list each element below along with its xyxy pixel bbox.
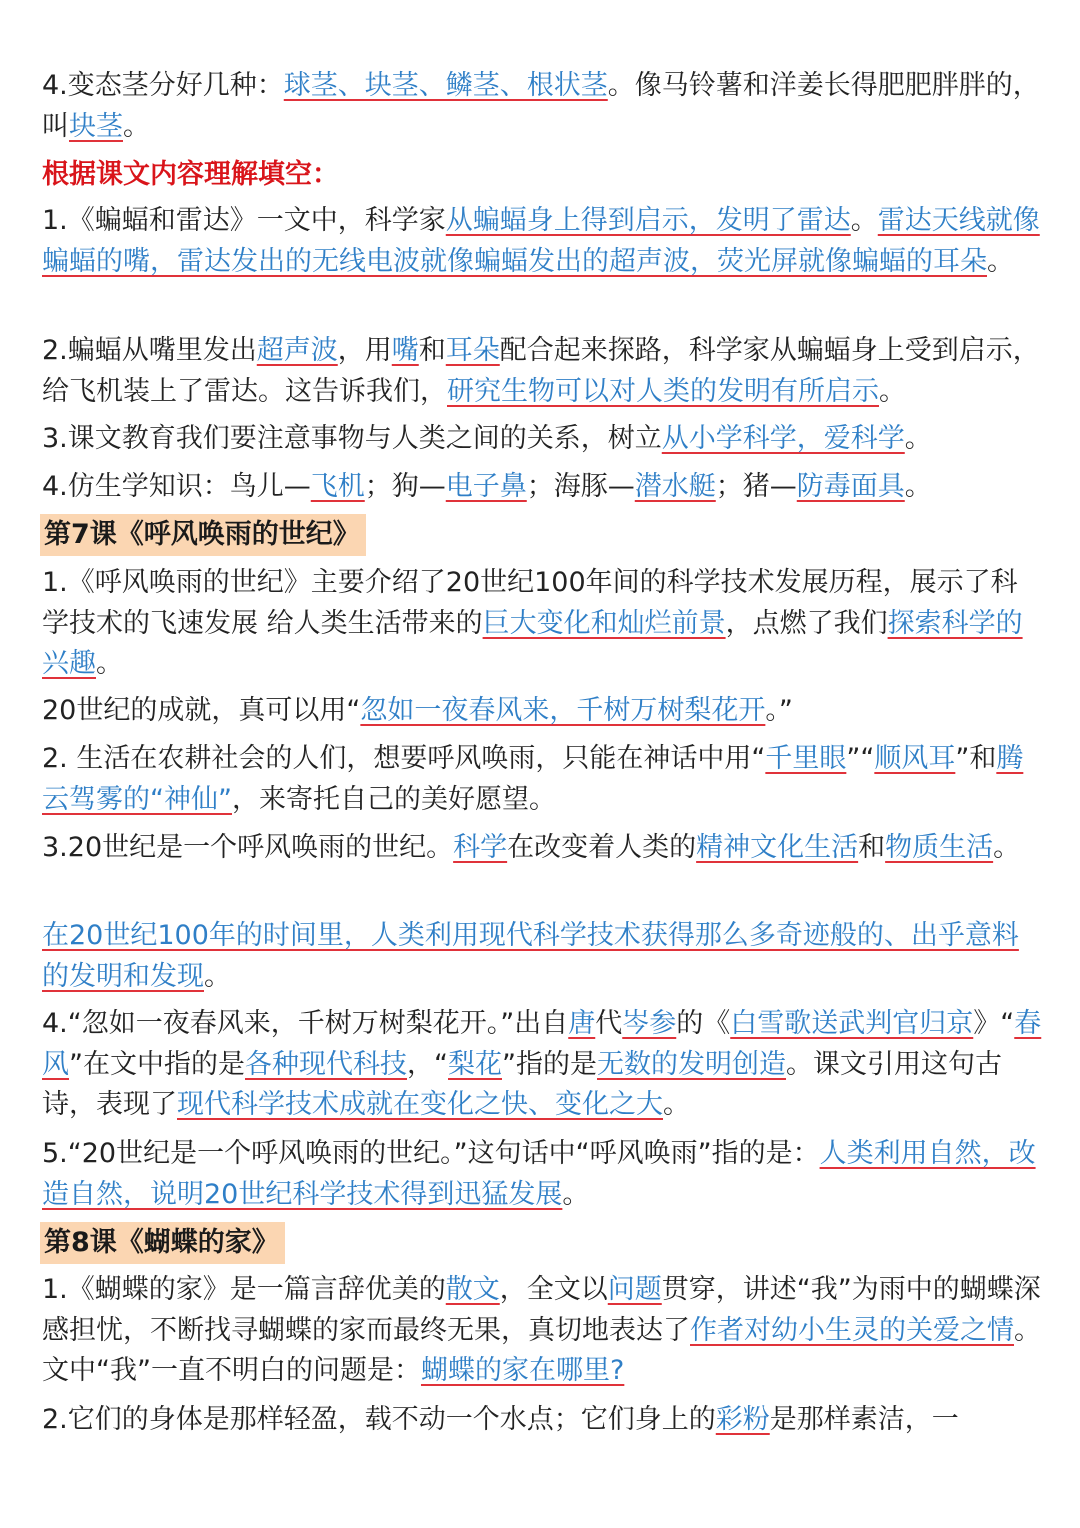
paragraph xyxy=(42,1134,1042,1215)
body-text: 3.20世纪是一个呼风唤雨的世纪。 xyxy=(42,832,454,863)
paragraph xyxy=(42,467,1042,508)
body-text: 。文中“我”一直不明白的问题是： xyxy=(42,1314,1041,1386)
body-text: ；狗— xyxy=(364,471,446,502)
answer-text: 在20世纪100年的时间里，人类利用现代科学技术获得那么多奇迹般的、出乎意料的发明和发现 xyxy=(42,920,1019,992)
body-text: 1.《蝴蝶的家》是一篇言辞优美的 xyxy=(42,1274,446,1305)
body-text: 。 xyxy=(663,1089,690,1120)
answer-text: 精神文化生活 xyxy=(696,832,859,863)
body-text: ，来寄托自己的美好愿望。 xyxy=(231,783,556,815)
body-text: 代 xyxy=(595,1008,623,1039)
answer-text: 梨花 xyxy=(448,1048,502,1080)
body-text: 贯穿，讲述“我”为雨中的蝴蝶深感担忧，不断找寻蝴蝶的家而最终无果，真切地表达了 xyxy=(42,1274,1041,1346)
answer-text: 顺风耳 xyxy=(874,743,956,774)
body-text: 。像马铃薯和洋姜长得肥肥胖胖的，叫 xyxy=(42,70,1040,142)
body-text: ”在文中指的是 xyxy=(69,1048,245,1080)
body-text: 。课文引用这句古诗，表现了 xyxy=(42,1048,1002,1120)
answer-text: 人类利用自然，改造自然，说明20世纪科学技术得到迅猛发展 xyxy=(42,1138,1036,1210)
body-text: 和 xyxy=(418,335,446,366)
body-text: ，“ xyxy=(407,1048,448,1080)
answer-text: 防毒面具 xyxy=(796,471,905,502)
body-text: 在改变着人类的 xyxy=(507,832,697,863)
answer-text: 散文 xyxy=(445,1274,500,1305)
answer-text: 各种现代科技 xyxy=(245,1048,407,1080)
answer-text: 球茎、块茎、鳞茎、根状茎 xyxy=(283,70,608,101)
body-text: 4.变态茎分好几种： xyxy=(42,70,284,101)
lesson-title: 第8课《蝴蝶的家》 xyxy=(40,1222,285,1264)
answer-text: 蝴蝶的家在哪里? xyxy=(420,1355,625,1386)
answer-text: 唐 xyxy=(568,1008,596,1039)
paragraph xyxy=(42,1004,1042,1126)
body-text: 。 xyxy=(993,832,1021,863)
body-text: 是那样素洁，一 xyxy=(769,1404,959,1435)
body-text: ；猪— xyxy=(715,471,797,502)
body-text: 的《 xyxy=(676,1008,731,1039)
paragraph xyxy=(42,916,1042,997)
body-text: ，全文以 xyxy=(499,1274,608,1305)
body-text: 配合起来探路，科学家从蝙蝠身上受到启示，给飞机装上了雷达。这告诉我们， xyxy=(42,335,1040,407)
body-text: 。 xyxy=(123,110,150,142)
answer-text: 腾云驾雾的“神仙” xyxy=(42,743,1024,815)
paragraph xyxy=(42,1400,1042,1441)
answer-text: 雷达天线就像蝙蝠的嘴，雷达发出的无线电波就像蝙蝠发出的超声波，荧光屏就像蝙蝠的耳朵 xyxy=(42,205,1040,277)
paragraph xyxy=(42,1270,1042,1392)
body-text: 。 xyxy=(562,1178,590,1210)
answer-text: 电子鼻 xyxy=(445,471,527,502)
body-text: 。 xyxy=(850,205,878,236)
body-text: 。 xyxy=(904,471,932,502)
paragraph xyxy=(42,66,1042,147)
answer-text: 物质生活 xyxy=(885,832,994,863)
section-heading: 根据课文内容理解填空： xyxy=(42,159,339,190)
body-text: 1.《蝙蝠和雷达》一文中，科学家 xyxy=(42,205,446,236)
body-text: 2.它们的身体是那样轻盈，载不动一个水点；它们身上的 xyxy=(42,1404,716,1435)
paragraph xyxy=(42,201,1042,282)
body-text: 。 xyxy=(879,375,906,407)
body-text: ；海豚— xyxy=(526,471,635,502)
body-text: 》“ xyxy=(973,1008,1015,1039)
answer-text: 岑参 xyxy=(622,1008,677,1039)
body-text: 。 xyxy=(904,423,932,454)
body-text: 4.“忽如一夜春风来，千树万树梨花开。”出自 xyxy=(42,1008,569,1039)
answer-text: 现代科学技术成就在变化之快、变化之大 xyxy=(177,1089,663,1120)
answer-text: 科学 xyxy=(453,832,508,863)
body-text: 。 xyxy=(96,648,123,679)
answer-text: 飞机 xyxy=(310,471,365,502)
paragraph xyxy=(42,739,1042,820)
answer-text: 问题 xyxy=(607,1274,662,1305)
body-text: 和 xyxy=(858,832,886,863)
body-text: 1.《呼风唤雨的世纪》主要介绍了20世纪100年间的科学技术发展历程，展示了科学技术的飞速发展 给人类生活带来的 xyxy=(42,567,1018,639)
body-text: ”“ xyxy=(846,743,875,774)
answer-text: 从小学科学，爱科学 xyxy=(661,423,905,454)
answer-text: 块茎 xyxy=(69,110,123,142)
answer-text: 探索科学的兴趣 xyxy=(42,607,1023,679)
answer-text: 彩粉 xyxy=(715,1404,770,1435)
paragraph xyxy=(42,419,1042,460)
answer-text: 无数的发明创造 xyxy=(597,1048,786,1080)
body-text: 4.仿生学知识：鸟儿— xyxy=(42,471,311,502)
body-text: ，点燃了我们 xyxy=(725,607,888,639)
paragraph xyxy=(42,331,1042,412)
body-text: 。 xyxy=(987,245,1014,277)
body-text: 2. 生活在农耕社会的人们，想要呼风唤雨，只能在神话中用“ xyxy=(42,743,766,774)
body-text: 20世纪的成就，真可以用“ xyxy=(42,695,361,726)
answer-text: 嘴 xyxy=(391,335,419,366)
answer-text: 巨大变化和灿烂前景 xyxy=(482,607,726,639)
paragraph xyxy=(42,563,1042,685)
body-text: 。” xyxy=(765,695,793,726)
answer-text: 研究生物可以对人类的发明有所启示 xyxy=(447,375,879,407)
answer-text: 春风 xyxy=(42,1008,1042,1080)
body-text: 2.蝙蝠从嘴里发出 xyxy=(42,335,257,366)
answer-text: 耳朵 xyxy=(445,335,500,366)
paragraph xyxy=(42,691,1042,732)
paragraph xyxy=(42,828,1042,869)
body-text: ”指的是 xyxy=(502,1048,597,1080)
answer-text: 千里眼 xyxy=(765,743,847,774)
body-text: 。 xyxy=(204,960,231,992)
body-text: 5.“20世纪是一个呼风唤雨的世纪。”这句话中“呼风唤雨”指的是： xyxy=(42,1138,820,1169)
answer-text: 忽如一夜春风来，千树万树梨花开 xyxy=(360,695,766,726)
answer-text: 作者对幼小生灵的关爱之情 xyxy=(690,1314,1014,1346)
body-text: ，用 xyxy=(337,335,392,366)
body-text: ”和 xyxy=(955,743,997,774)
answer-text: 白雪歌送武判官归京 xyxy=(730,1008,974,1039)
lesson-title: 第7课《呼风唤雨的世纪》 xyxy=(40,514,366,556)
answer-text: 超声波 xyxy=(256,335,338,366)
answer-text: 从蝙蝠身上得到启示，发明了雷达 xyxy=(445,205,851,236)
answer-text: 潜水艇 xyxy=(634,471,716,502)
body-text: 3.课文教育我们要注意事物与人类之间的关系，树立 xyxy=(42,423,662,454)
